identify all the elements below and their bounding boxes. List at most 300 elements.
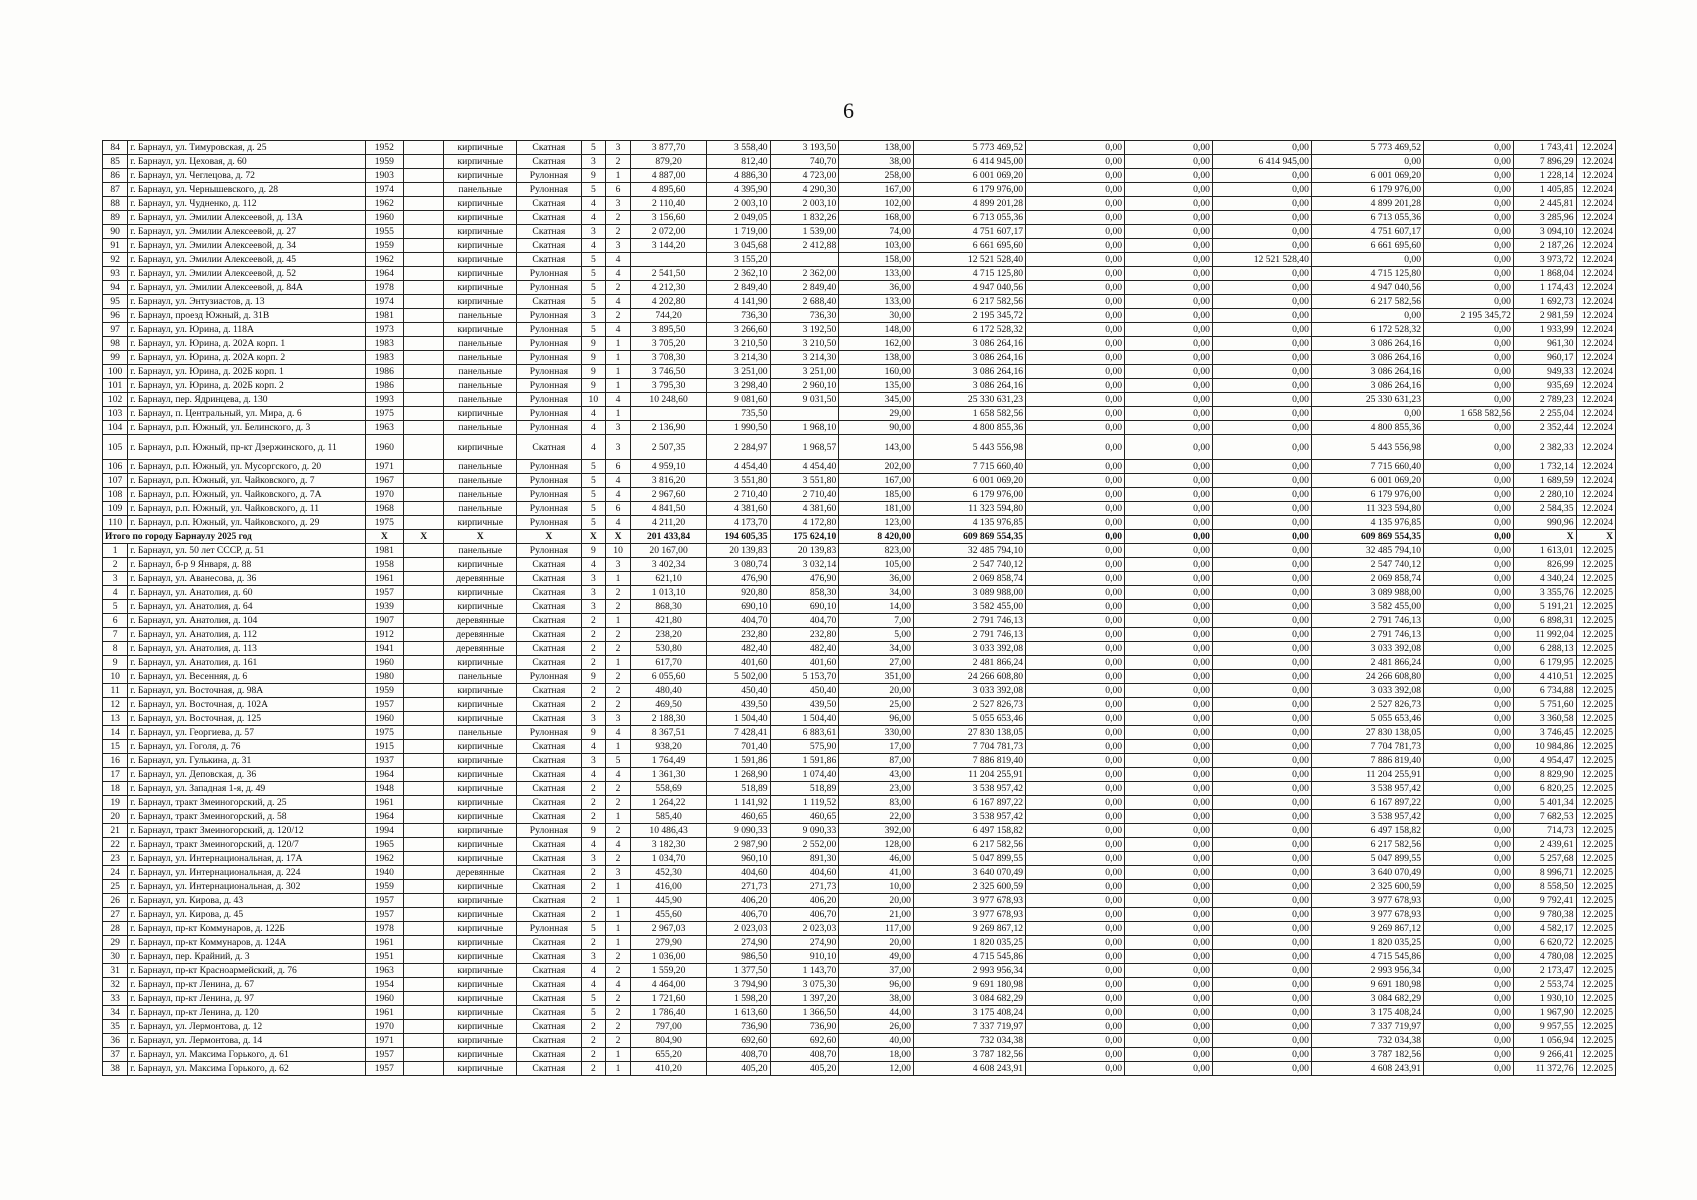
table-cell: кирпичные	[444, 197, 517, 211]
table-cell: 0,00	[1026, 225, 1125, 239]
table-cell: 0,00	[1424, 572, 1514, 586]
table-cell	[403, 754, 443, 768]
table-cell: Скатная	[517, 600, 582, 614]
table-cell: 0,00	[1424, 460, 1514, 474]
table-cell: 1951	[365, 950, 403, 964]
table-cell: 1	[605, 936, 630, 950]
table-cell: 3 705,20	[631, 337, 707, 351]
table-cell: 0,00	[1026, 435, 1125, 460]
table-cell: 4 715 125,80	[913, 267, 1025, 281]
table-cell: 1 264,22	[631, 796, 707, 810]
table-cell: 0,00	[1125, 530, 1213, 544]
table-cell: 12.2024	[1576, 295, 1616, 309]
table-cell: 0,00	[1125, 936, 1213, 950]
table-cell: X	[365, 530, 403, 544]
table-cell: 0,00	[1125, 838, 1213, 852]
table-cell: 135,00	[839, 379, 914, 393]
table-cell: 0,00	[1125, 1062, 1213, 1076]
table-cell: 0,00	[1424, 393, 1514, 407]
table-cell: X	[517, 530, 582, 544]
table-cell: 4 141,90	[706, 295, 770, 309]
table-cell: 30	[103, 950, 128, 964]
table-cell: 6 414 945,00	[1212, 155, 1311, 169]
table-cell: 1940	[365, 866, 403, 880]
table-cell: 29	[103, 936, 128, 950]
table-cell: 26,00	[839, 1020, 914, 1034]
table-cell: 0,00	[1212, 768, 1311, 782]
table-cell: 7	[103, 628, 128, 642]
table-cell: 279,90	[631, 936, 707, 950]
table-cell: кирпичные	[444, 782, 517, 796]
table-cell: 558,69	[631, 782, 707, 796]
table-cell: 0,00	[1026, 393, 1125, 407]
table-cell: 0,00	[1125, 183, 1213, 197]
table-cell: 12 521 528,40	[913, 253, 1025, 267]
table-cell: 3 156,60	[631, 211, 707, 225]
table-cell: Рулонная	[517, 337, 582, 351]
table-cell: 12.2024	[1576, 239, 1616, 253]
table-cell: 0,00	[1212, 435, 1311, 460]
table-cell: 0,00	[1212, 628, 1311, 642]
table-cell: г. Барнаул, пр-кт Коммунаров, д. 124А	[128, 936, 365, 950]
table-cell: 34	[103, 1006, 128, 1020]
table-cell: 4 715 125,80	[1311, 267, 1423, 281]
table-row	[103, 197, 1616, 211]
table-cell: 1968	[365, 502, 403, 516]
table-cell: 9	[581, 365, 605, 379]
table-cell: 0,00	[1424, 281, 1514, 295]
table-cell: 735,50	[706, 407, 770, 421]
table-cell: 0,00	[1125, 379, 1213, 393]
table-cell: 22,00	[839, 810, 914, 824]
table-cell	[403, 474, 443, 488]
table-cell: 98	[103, 337, 128, 351]
table-cell: г. Барнаул, ул. Юрина, д. 118А	[128, 323, 365, 337]
table-cell: Скатная	[517, 992, 582, 1006]
table-cell: 1971	[365, 460, 403, 474]
table-cell: Скатная	[517, 1020, 582, 1034]
table-cell: 1 361,30	[631, 768, 707, 782]
table-cell: 1	[605, 740, 630, 754]
table-cell: 3 086 264,16	[913, 365, 1025, 379]
table-cell: 1 820 035,25	[913, 936, 1025, 950]
table-cell: 2 255,04	[1513, 407, 1576, 421]
table-cell: г. Барнаул, ул. Гоголя, д. 76	[128, 740, 365, 754]
table-cell: 655,20	[631, 1048, 707, 1062]
table-cell	[403, 267, 443, 281]
table-cell: 162,00	[839, 337, 914, 351]
table-cell: г. Барнаул, пр-кт Ленина, д. 120	[128, 1006, 365, 1020]
table-cell: 2 362,10	[706, 267, 770, 281]
table-cell: 732 034,38	[1311, 1034, 1423, 1048]
table-cell: г. Барнаул, ул. Восточная, д. 102А	[128, 698, 365, 712]
table-cell: 133,00	[839, 295, 914, 309]
table-cell: 5 443 556,98	[913, 435, 1025, 460]
table-cell: 2 187,26	[1513, 239, 1576, 253]
table-cell: 3 795,30	[631, 379, 707, 393]
table-cell: 401,60	[770, 656, 839, 670]
table-cell: 3 787 182,56	[913, 1048, 1025, 1062]
table-cell: 0,00	[1424, 530, 1514, 544]
table-cell	[770, 253, 839, 267]
table-cell: 1965	[365, 838, 403, 852]
table-cell: 6 167 897,22	[913, 796, 1025, 810]
table-cell: 0,00	[1026, 824, 1125, 838]
table-cell: 0,00	[1424, 474, 1514, 488]
table-cell: 1	[605, 337, 630, 351]
table-cell	[403, 379, 443, 393]
table-cell: 4	[581, 239, 605, 253]
table-cell: г. Барнаул, р.п. Южный, ул. Чайковского, д. 7	[128, 474, 365, 488]
table-row	[103, 698, 1616, 712]
table-cell: 2 136,90	[631, 421, 707, 435]
table-cell: 3 977 678,93	[1311, 908, 1423, 922]
table-cell: кирпичные	[444, 435, 517, 460]
table-cell: 3	[581, 225, 605, 239]
table-row	[103, 670, 1616, 684]
table-cell: панельные	[444, 502, 517, 516]
table-cell: 1986	[365, 365, 403, 379]
table-cell: 5	[581, 922, 605, 936]
table-cell	[403, 586, 443, 600]
table-cell: 0,00	[1125, 586, 1213, 600]
table-cell: Рулонная	[517, 670, 582, 684]
table-cell: 0,00	[1026, 1048, 1125, 1062]
table-cell: г. Барнаул, ул. Анатолия, д. 60	[128, 586, 365, 600]
table-row	[103, 684, 1616, 698]
table-cell: 6 734,88	[1513, 684, 1576, 698]
table-cell: 14	[103, 726, 128, 740]
table-cell: 482,40	[770, 642, 839, 656]
table-cell: 0,00	[1212, 211, 1311, 225]
table-cell: 12.2024	[1576, 435, 1616, 460]
table-cell: 4 751 607,17	[1311, 225, 1423, 239]
table-cell: 36,00	[839, 281, 914, 295]
table-cell: Рулонная	[517, 183, 582, 197]
table-cell: 0,00	[1424, 726, 1514, 740]
table-cell: 5 153,70	[770, 670, 839, 684]
table-cell: кирпичные	[444, 684, 517, 698]
table-cell: 1957	[365, 586, 403, 600]
table-cell: 12.2024	[1576, 183, 1616, 197]
table-cell: 1	[605, 880, 630, 894]
table-cell: 185,00	[839, 488, 914, 502]
table-cell: 1959	[365, 880, 403, 894]
table-cell: 4 899 201,28	[1311, 197, 1423, 211]
table-cell: 19	[103, 796, 128, 810]
table-cell: 1975	[365, 516, 403, 530]
table-cell: 3 816,20	[631, 474, 707, 488]
table-cell: 7 682,53	[1513, 810, 1576, 824]
table-cell: Рулонная	[517, 393, 582, 407]
table-cell: 1961	[365, 572, 403, 586]
table-cell: 4	[581, 421, 605, 435]
table-cell: 1955	[365, 225, 403, 239]
table-cell: 5	[581, 992, 605, 1006]
table-cell: 2 553,74	[1513, 978, 1576, 992]
table-cell: г. Барнаул, пр-кт Коммунаров, д. 122Б	[128, 922, 365, 936]
table-cell: 0,00	[1125, 908, 1213, 922]
table-cell: 0,00	[1424, 1034, 1514, 1048]
table-cell: 0,00	[1026, 516, 1125, 530]
table-cell: 4	[581, 740, 605, 754]
table-cell: 469,50	[631, 698, 707, 712]
table-cell: 128,00	[839, 838, 914, 852]
table-row	[103, 460, 1616, 474]
table-cell: 6 001 069,20	[1311, 169, 1423, 183]
table-cell: 1 397,20	[770, 992, 839, 1006]
table-cell: г. Барнаул, проезд Южный, д. 31В	[128, 309, 365, 323]
table-cell: 1967	[365, 474, 403, 488]
table-cell: 2 993 956,34	[913, 964, 1025, 978]
table-cell: 12.2025	[1576, 628, 1616, 642]
table-cell: 12.2024	[1576, 421, 1616, 435]
table-cell: 0,00	[1212, 460, 1311, 474]
table-cell: 2	[605, 824, 630, 838]
table-cell: 2 710,40	[706, 488, 770, 502]
table-cell: 11 323 594,80	[913, 502, 1025, 516]
table-cell: 416,00	[631, 880, 707, 894]
table-cell: 6	[605, 460, 630, 474]
table-row	[103, 239, 1616, 253]
table-cell: 1960	[365, 656, 403, 670]
table-cell: Скатная	[517, 880, 582, 894]
table-cell: 0,00	[1424, 225, 1514, 239]
table-cell: 12.2024	[1576, 460, 1616, 474]
table-cell: 0,00	[1424, 1048, 1514, 1062]
table-cell: 4	[605, 295, 630, 309]
table-cell: Скатная	[517, 642, 582, 656]
table-cell: 4 715 545,86	[913, 950, 1025, 964]
table-cell: 3 086 264,16	[913, 337, 1025, 351]
table-cell: 12.2025	[1576, 670, 1616, 684]
table-cell	[403, 992, 443, 1006]
table-cell: 4 464,00	[631, 978, 707, 992]
table-cell: 0,00	[1125, 474, 1213, 488]
table-cell: 3	[581, 586, 605, 600]
table-cell: 6 055,60	[631, 670, 707, 684]
table-cell: 5	[581, 516, 605, 530]
table-cell: 0,00	[1212, 516, 1311, 530]
table-cell: г. Барнаул, ул. Юрина, д. 202Б корп. 2	[128, 379, 365, 393]
table-cell: 1960	[365, 992, 403, 1006]
table-cell: 4	[605, 516, 630, 530]
table-cell: 0,00	[1125, 169, 1213, 183]
table-cell	[403, 852, 443, 866]
table-row	[103, 351, 1616, 365]
table-cell: 1903	[365, 169, 403, 183]
table-cell: 405,20	[770, 1062, 839, 1076]
table-cell: 0,00	[1026, 211, 1125, 225]
table-cell: 12.2025	[1576, 642, 1616, 656]
table-cell: 12.2025	[1576, 964, 1616, 978]
table-cell: 0,00	[1424, 894, 1514, 908]
table-cell: 8 829,90	[1513, 768, 1576, 782]
table-cell: 0,00	[1212, 614, 1311, 628]
table-cell: 0,00	[1026, 614, 1125, 628]
table-cell: 9 266,41	[1513, 1048, 1576, 1062]
table-cell: 879,20	[631, 155, 707, 169]
table-cell: кирпичные	[444, 1048, 517, 1062]
table-cell: 935,69	[1513, 379, 1576, 393]
table-cell: 6 898,31	[1513, 614, 1576, 628]
table-row	[103, 169, 1616, 183]
table-cell: г. Барнаул, ул. Западная 1-я, д. 49	[128, 782, 365, 796]
table-row	[103, 488, 1616, 502]
table-cell: 4 954,47	[1513, 754, 1576, 768]
table-cell: 2 049,05	[706, 211, 770, 225]
table-row	[103, 992, 1616, 1006]
table-cell: г. Барнаул, п. Центральный, ул. Мира, д. 6	[128, 407, 365, 421]
table-cell: 0,00	[1424, 435, 1514, 460]
table-cell: 0,00	[1424, 421, 1514, 435]
table-cell: 232,80	[706, 628, 770, 642]
table-cell: 0,00	[1212, 488, 1311, 502]
table-cell: 5	[581, 281, 605, 295]
table-cell: 1 034,70	[631, 852, 707, 866]
table-cell: Рулонная	[517, 421, 582, 435]
table-cell: 0,00	[1212, 225, 1311, 239]
table-cell: кирпичные	[444, 1034, 517, 1048]
table-cell: 2	[581, 698, 605, 712]
table-cell: 99	[103, 351, 128, 365]
table-cell: г. Барнаул, пер. Крайний, д. 3	[128, 950, 365, 964]
table-cell: 12.2025	[1576, 754, 1616, 768]
table-cell: 94	[103, 281, 128, 295]
table-cell: 0,00	[1212, 197, 1311, 211]
table-cell: 9 269 867,12	[1311, 922, 1423, 936]
table-cell: 4 887,00	[631, 169, 707, 183]
table-cell: Рулонная	[517, 726, 582, 740]
table-cell: 4 202,80	[631, 295, 707, 309]
table-cell: 0,00	[1424, 323, 1514, 337]
table-cell: 148,00	[839, 323, 914, 337]
table-cell: кирпичные	[444, 950, 517, 964]
table-cell: 812,40	[706, 155, 770, 169]
table-cell: 4 800 855,36	[913, 421, 1025, 435]
table-cell	[403, 1020, 443, 1034]
table-cell: 0,00	[1125, 754, 1213, 768]
table-row	[103, 516, 1616, 530]
table-cell: 0,00	[1026, 852, 1125, 866]
table-cell: кирпичные	[444, 936, 517, 950]
table-cell: 0,00	[1125, 572, 1213, 586]
table-cell: 16	[103, 754, 128, 768]
table-cell: 1	[605, 908, 630, 922]
table-cell: 2 188,30	[631, 712, 707, 726]
table-cell: 7,00	[839, 614, 914, 628]
table-cell: 5	[581, 1006, 605, 1020]
table-cell: 3 192,50	[770, 323, 839, 337]
table-cell: 1981	[365, 544, 403, 558]
table-cell: 24	[103, 866, 128, 880]
table-cell: 0,00	[1424, 183, 1514, 197]
table-cell: 103	[103, 407, 128, 421]
table-cell: 3 640 070,49	[1311, 866, 1423, 880]
table-cell: 175 624,10	[770, 530, 839, 544]
table-cell: 1 967,90	[1513, 1006, 1576, 1020]
table-cell: 6 179 976,00	[913, 183, 1025, 197]
table-cell	[403, 337, 443, 351]
table-cell: 0,00	[1026, 502, 1125, 516]
table-cell: 1 968,10	[770, 421, 839, 435]
table-cell: 740,70	[770, 155, 839, 169]
table-cell: г. Барнаул, ул. Аванесова, д. 36	[128, 572, 365, 586]
table-cell: 102,00	[839, 197, 914, 211]
table-cell: 1959	[365, 155, 403, 169]
table-cell: 1	[605, 614, 630, 628]
table-cell: 0,00	[1026, 295, 1125, 309]
table-cell: Рулонная	[517, 309, 582, 323]
table-cell: 2 072,00	[631, 225, 707, 239]
table-cell: 10	[581, 393, 605, 407]
table-cell: г. Барнаул, ул. Анатолия, д. 64	[128, 600, 365, 614]
table-cell: 0,00	[1424, 754, 1514, 768]
table-cell: 3 582 455,00	[1311, 600, 1423, 614]
table-cell: г. Барнаул, ул. Деповская, д. 36	[128, 768, 365, 782]
table-cell: 11 323 594,80	[1311, 502, 1423, 516]
table-cell: 0,00	[1026, 936, 1125, 950]
table-cell: 0,00	[1125, 281, 1213, 295]
table-cell: 26	[103, 894, 128, 908]
table-row	[103, 922, 1616, 936]
table-cell: 0,00	[1424, 1062, 1514, 1076]
table-cell: 4 959,10	[631, 460, 707, 474]
table-cell: 1 689,59	[1513, 474, 1576, 488]
table-cell: панельные	[444, 379, 517, 393]
table-cell: 3	[581, 852, 605, 866]
table-cell: 0,00	[1026, 992, 1125, 1006]
table-cell: 0,00	[1212, 572, 1311, 586]
table-cell	[403, 866, 443, 880]
table-cell: 5	[605, 754, 630, 768]
table-cell: 12.2024	[1576, 211, 1616, 225]
table-cell: 0,00	[1424, 838, 1514, 852]
table-cell: г. Барнаул, ул. Чернышевского, д. 28	[128, 183, 365, 197]
table-cell: 2	[581, 936, 605, 950]
table-cell: 4	[581, 435, 605, 460]
table-cell: 2	[581, 628, 605, 642]
table-cell: 1912	[365, 628, 403, 642]
table-cell: 4 899 201,28	[913, 197, 1025, 211]
table-cell: 2 173,47	[1513, 964, 1576, 978]
table-cell: 4 172,80	[770, 516, 839, 530]
table-cell: X	[581, 530, 605, 544]
table-cell: 0,00	[1212, 908, 1311, 922]
table-cell: кирпичные	[444, 754, 517, 768]
table-cell: 9	[581, 351, 605, 365]
table-cell: 3 086 264,16	[913, 351, 1025, 365]
table-cell: 3 787 182,56	[1311, 1048, 1423, 1062]
table-cell: 12.2025	[1576, 992, 1616, 1006]
table-cell: 4 290,30	[770, 183, 839, 197]
table-cell: 0,00	[1424, 267, 1514, 281]
table-cell: 1970	[365, 488, 403, 502]
table-cell: 103,00	[839, 239, 914, 253]
table-cell: Скатная	[517, 754, 582, 768]
table-cell	[403, 435, 443, 460]
table-cell: 2	[605, 309, 630, 323]
table-cell: 3 084 682,29	[1311, 992, 1423, 1006]
table-cell: 0,00	[1212, 1006, 1311, 1020]
table-row	[103, 726, 1616, 740]
table-cell: 12	[103, 698, 128, 712]
table-cell: 0,00	[1125, 337, 1213, 351]
table-cell: 0,00	[1125, 1034, 1213, 1048]
table-cell: г. Барнаул, ул. Восточная, д. 98А	[128, 684, 365, 698]
table-cell: 1 366,50	[770, 1006, 839, 1020]
table-cell: 32	[103, 978, 128, 992]
